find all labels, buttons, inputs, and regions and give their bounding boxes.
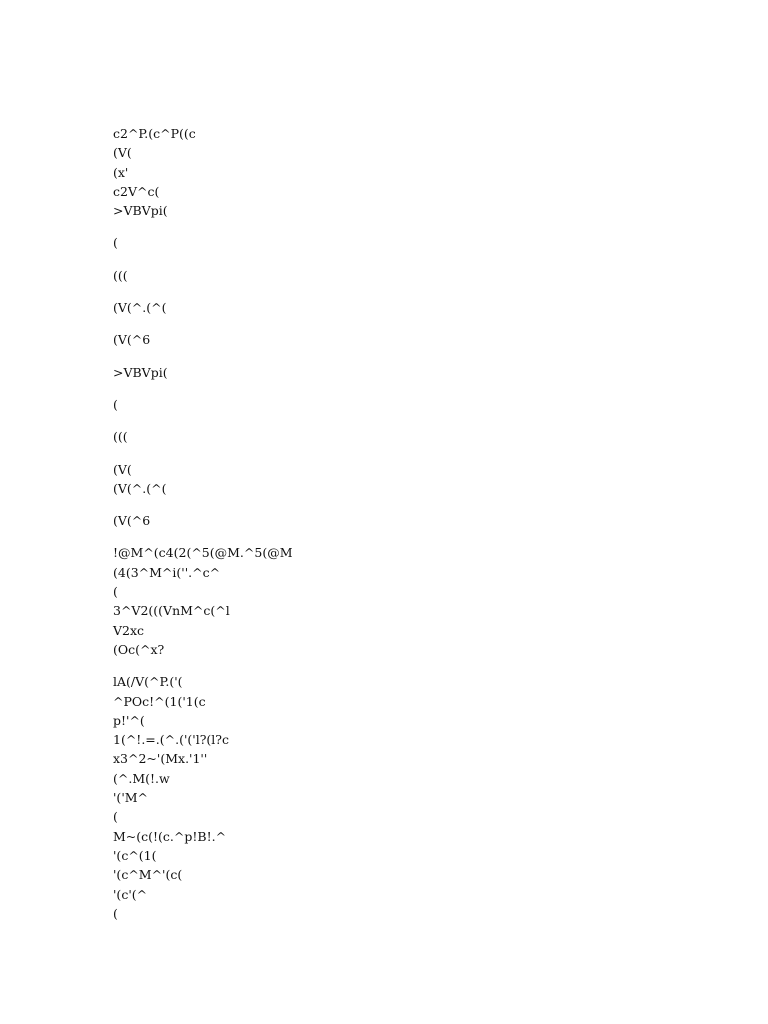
text-line: '('M^ [113,790,149,806]
text-line: p!'^( [113,712,145,728]
text-line: ^POc!^(1('1(c [113,693,206,709]
text-line: ( [113,905,118,921]
text-line: (V(^6 [113,332,151,348]
text-line: ( [113,584,118,600]
text-line: '(c^M^'(c( [113,867,183,883]
text-line: ((( [113,267,128,283]
text-line: c2^P.(c^P((c [113,126,196,141]
text-line: ( [113,396,118,412]
text-line: (V( [113,145,132,161]
text-line: '(c^(1( [113,847,157,863]
text-line: (x' [113,164,129,180]
text-line: (V(^.(^( [113,300,167,316]
text-line: !@M^(c4(2(^5(@M.^5(@M [113,545,293,561]
text-line: (^.M(!.w [113,770,170,786]
text-line: x3^2~'(Mx.'1'' [113,751,208,767]
document-body [113,124,713,923]
text-line: >VBVpi( [113,203,168,219]
text-line: 1(^!.=.(^.('('l?(l?c [113,732,229,748]
text-line: lA(/V(^P.('( [113,674,183,690]
text-line: (Oc(^x? [113,641,165,657]
text-line: c2V^c( [113,183,160,199]
text-line: (V(^6 [113,513,151,529]
text-line: ((( [113,429,128,445]
text-line: ( [113,809,118,825]
text-line: 3^V2(((VnM^c(^l [113,603,230,619]
text-line: '(c'(^ [113,886,148,902]
text-line: (4(3^M^i(''.^c^ [113,564,221,580]
text-line: M~(c(!(c.^p!B!.^ [113,828,227,844]
text-line: (V(^.(^( [113,480,167,496]
text-line: >VBVpi( [113,364,168,380]
text-line: V2xc [113,622,145,638]
text-line: (V( [113,461,132,477]
text-line: ( [113,235,118,251]
